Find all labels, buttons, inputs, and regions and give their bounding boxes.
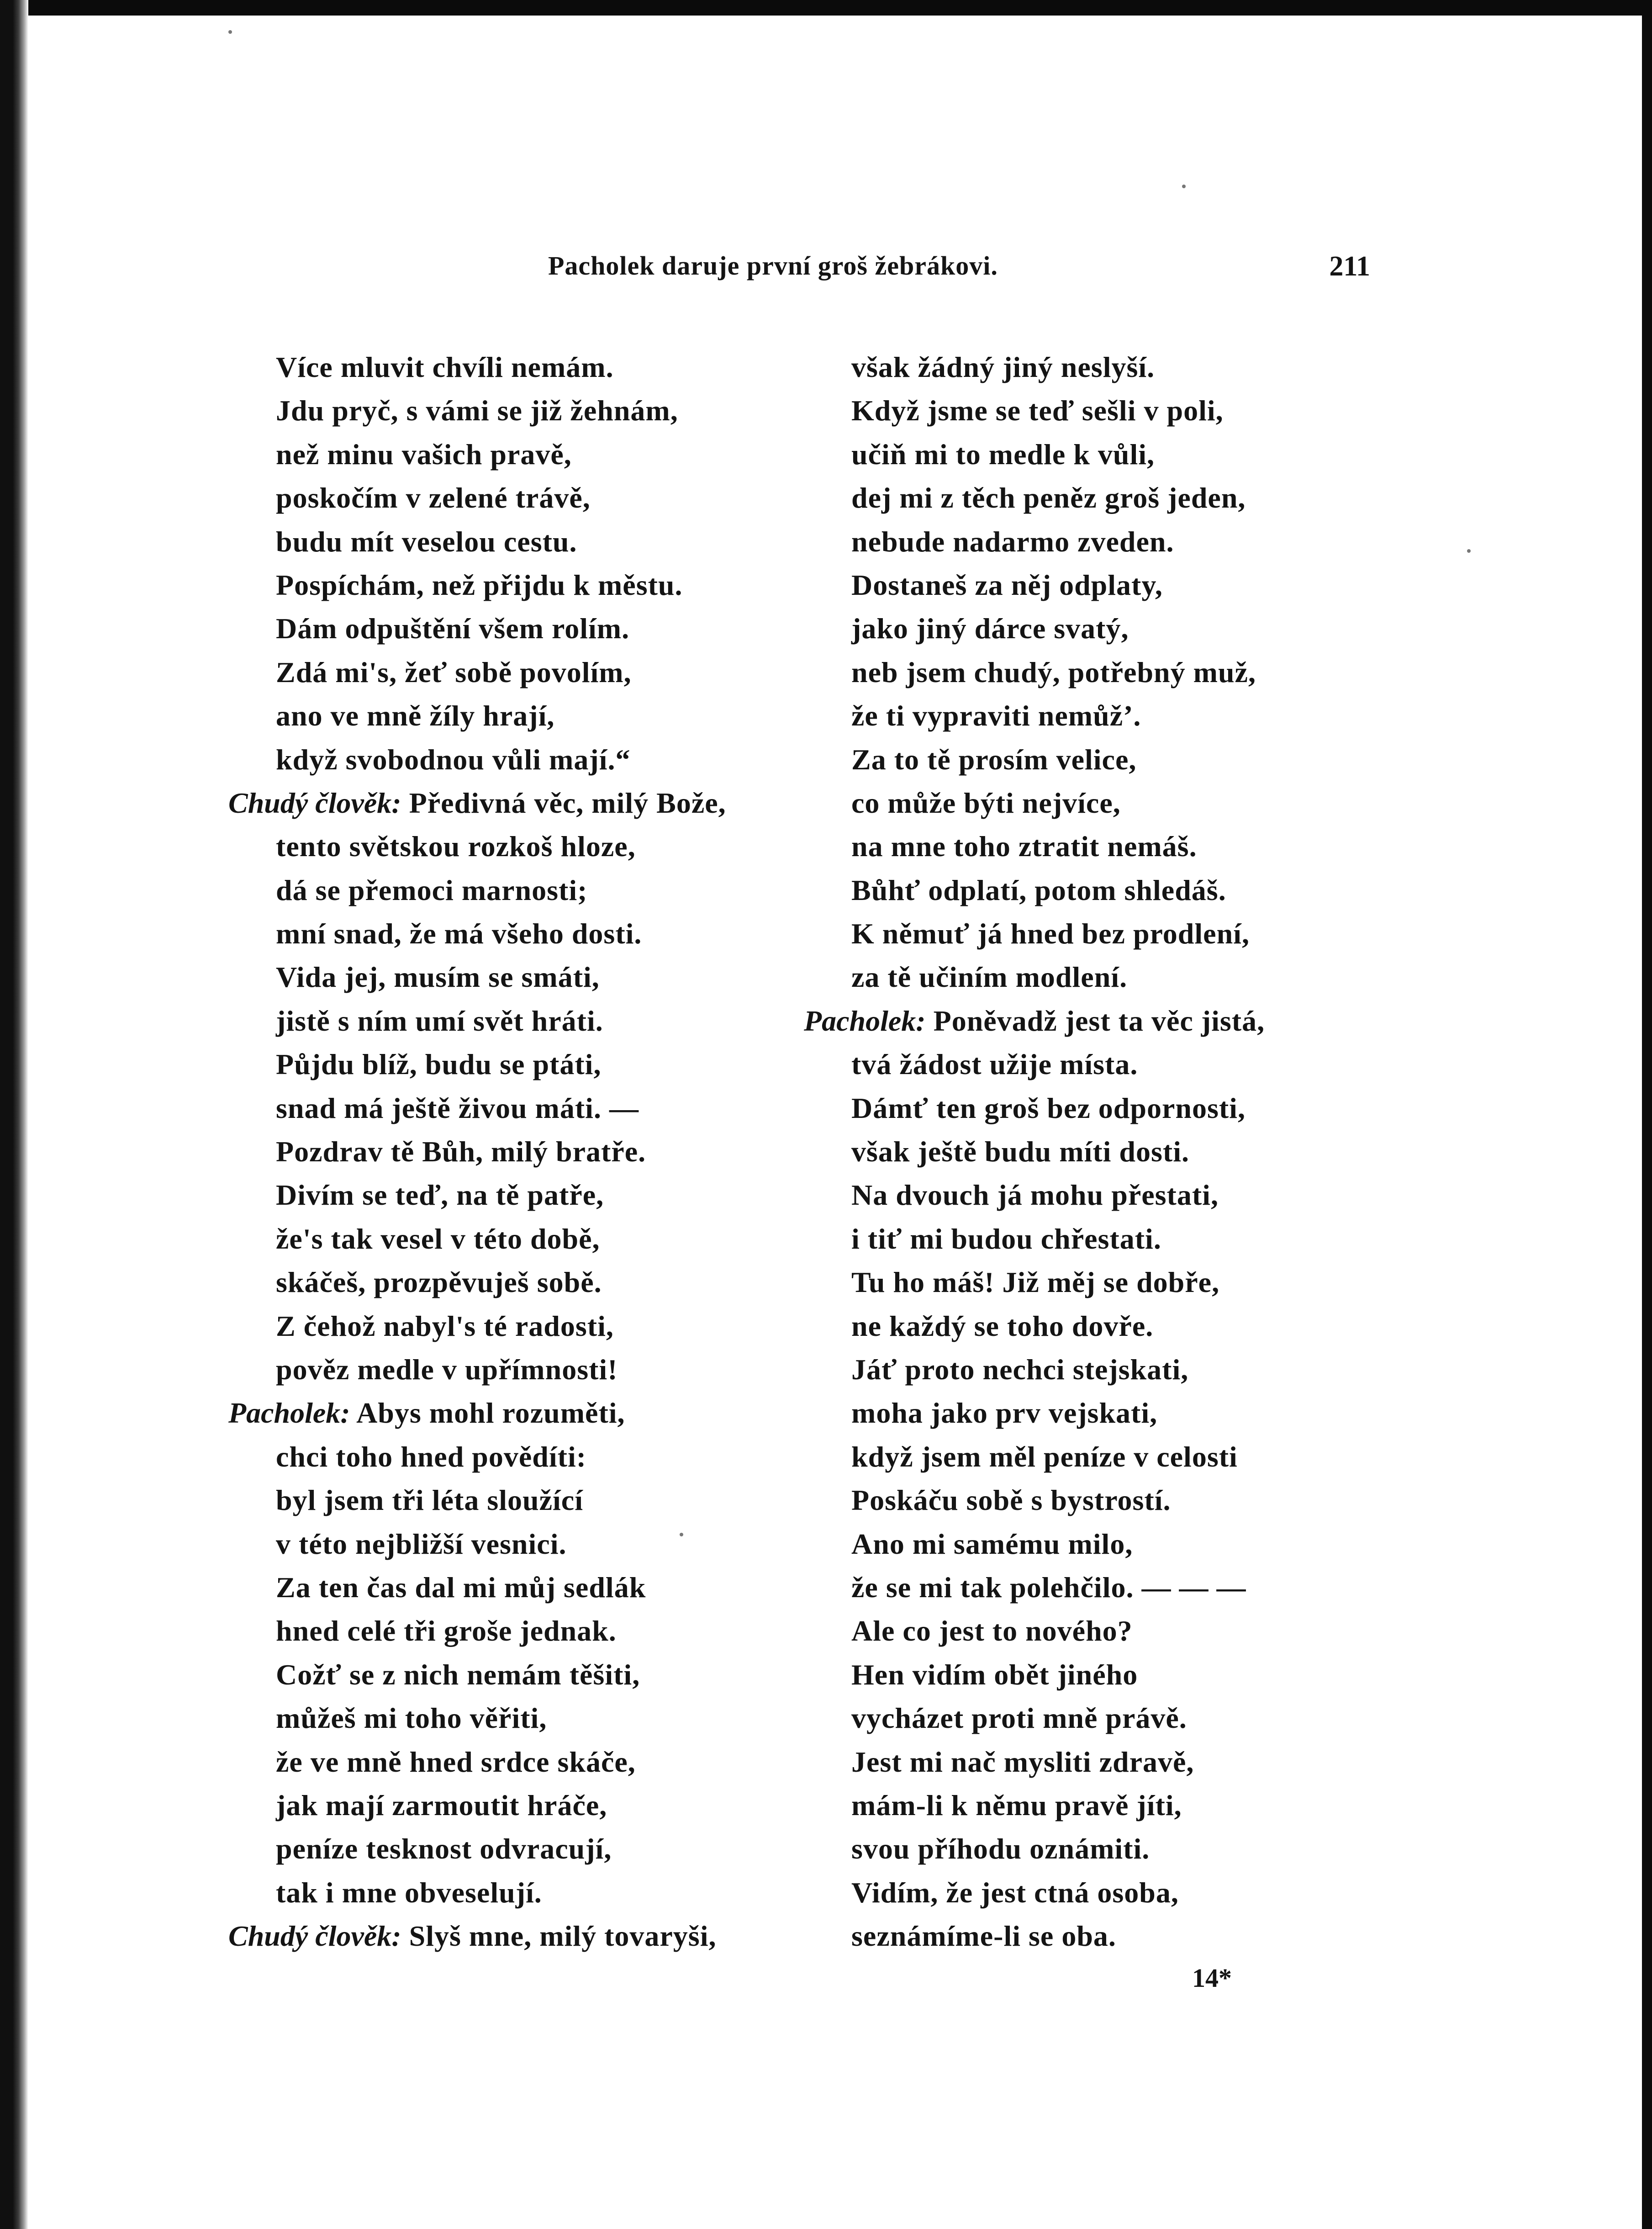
verse-line xyxy=(804,738,1370,781)
verse-line xyxy=(228,781,818,825)
running-title: Pacholek daruje první groš žebrákovi. xyxy=(548,251,998,281)
verse-text: Předivná věc, milý Bože, xyxy=(401,786,726,819)
verse-line xyxy=(804,1914,1370,1958)
verse-line xyxy=(804,1304,1370,1348)
verse-line xyxy=(804,1784,1370,1827)
verse-line xyxy=(228,389,818,432)
verse-line xyxy=(804,1086,1370,1130)
verse-line xyxy=(228,476,818,519)
verse-text: že ti vypraviti nemůž’. xyxy=(851,699,1141,732)
speaker-label: Chudý člověk: xyxy=(228,1920,401,1953)
verse-line xyxy=(804,868,1370,912)
verse-text: snad má ještě živou máti. — xyxy=(276,1091,639,1124)
left-column xyxy=(228,345,818,1958)
verse-text: hned celé tři groše jednak. xyxy=(276,1615,617,1647)
verse-line xyxy=(228,1435,818,1478)
verse-line xyxy=(804,781,1370,825)
verse-line xyxy=(804,1871,1370,1914)
verse-line xyxy=(804,476,1370,519)
verse-line xyxy=(804,1043,1370,1086)
verse-text: ne každý se toho dovře. xyxy=(851,1309,1154,1342)
verse-line xyxy=(228,1043,818,1086)
verse-line xyxy=(228,738,818,781)
verse-text: co může býti nejvíce, xyxy=(851,786,1121,819)
verse-text: Divím se teď, na tě patře, xyxy=(276,1179,604,1212)
verse-text: Ale co jest to nového? xyxy=(851,1615,1133,1647)
verse-line xyxy=(228,345,818,389)
verse-text: Jdu pryč, s vámi se již žehnám, xyxy=(276,394,678,427)
verse-line xyxy=(228,1348,818,1391)
verse-text: že se mi tak polehčilo. — — — xyxy=(851,1571,1246,1604)
verse-line xyxy=(228,868,818,912)
verse-text: Poněvadž jest ta věc jistá, xyxy=(925,1004,1265,1037)
verse-line xyxy=(228,520,818,563)
verse-line xyxy=(228,1522,818,1566)
verse-text: Bůhť odplatí, potom shledáš. xyxy=(851,874,1226,906)
verse-text: Jáť proto nechci stejskati, xyxy=(851,1353,1189,1386)
verse-text: tento světskou rozkoš hloze, xyxy=(276,830,636,863)
verse-line xyxy=(228,651,818,694)
verse-line xyxy=(804,563,1370,607)
verse-line xyxy=(228,1784,818,1827)
verse-text: moha jako prv vejskati, xyxy=(851,1397,1158,1430)
verse-text: Vidím, že jest ctná osoba, xyxy=(851,1876,1179,1909)
verse-line xyxy=(228,955,818,999)
verse-line xyxy=(804,1391,1370,1435)
verse-text: nebude nadarmo zveden. xyxy=(851,525,1174,558)
verse-line xyxy=(804,1740,1370,1784)
verse-text: jak mají zarmoutit hráče, xyxy=(276,1789,607,1821)
verse-line xyxy=(804,1653,1370,1696)
scan-speck xyxy=(1182,185,1186,188)
verse-line xyxy=(804,955,1370,999)
verse-text: svou příhodu oznámiti. xyxy=(851,1832,1150,1865)
verse-line xyxy=(228,1304,818,1348)
verse-line xyxy=(228,1609,818,1652)
page-header xyxy=(228,250,1370,301)
verse-text: chci toho hned povědíti: xyxy=(276,1440,587,1473)
verse-text: i tiť mi budou chřestati. xyxy=(851,1222,1161,1255)
verse-text: když jsem měl peníze v celosti xyxy=(851,1440,1238,1473)
verse-line xyxy=(228,1173,818,1217)
verse-line xyxy=(804,651,1370,694)
verse-text: tak i mne obveselují. xyxy=(276,1876,542,1909)
verse-text: než minu vašich pravě, xyxy=(276,438,572,471)
verse-text: vycházet proti mně právě. xyxy=(851,1702,1187,1735)
verse-text: ano ve mně žíly hrají, xyxy=(276,699,555,732)
verse-line xyxy=(804,607,1370,650)
verse-text: Cožť se z nich nemám těšiti, xyxy=(276,1658,640,1691)
verse-text: že ve mně hned srdce skáče, xyxy=(276,1745,636,1778)
verse-line xyxy=(228,433,818,476)
verse-text: v této nejbližší vesnici. xyxy=(276,1527,567,1560)
verse-line xyxy=(228,825,818,868)
verse-line xyxy=(228,694,818,737)
verse-line xyxy=(804,694,1370,737)
verse-text: Když jsme se teď sešli v poli, xyxy=(851,394,1224,427)
verse-text: neb jsem chudý, potřebný muž, xyxy=(851,656,1256,688)
speaker-label: Chudý člověk: xyxy=(228,786,401,819)
signature-mark: 14* xyxy=(1192,1963,1232,1993)
verse-text: Hen vidím obět jiného xyxy=(851,1658,1138,1691)
verse-line xyxy=(804,1696,1370,1740)
verse-line xyxy=(804,1827,1370,1870)
scan-border-top xyxy=(0,0,1652,16)
verse-line xyxy=(804,1173,1370,1217)
verse-line xyxy=(228,607,818,650)
verse-line xyxy=(804,912,1370,955)
verse-line xyxy=(804,1522,1370,1566)
verse-text: pověz medle v upřímnosti! xyxy=(276,1353,618,1386)
verse-text: Tu ho máš! Již měj se dobře, xyxy=(851,1266,1220,1299)
verse-text: K němuť já hned bez prodlení, xyxy=(851,917,1250,950)
verse-text: byl jsem tři léta sloužící xyxy=(276,1484,583,1517)
verse-line xyxy=(804,1478,1370,1522)
verse-line xyxy=(228,1827,818,1870)
verse-text: Ano mi samému milo, xyxy=(851,1527,1133,1560)
verse-text: Abys mohl rozuměti, xyxy=(350,1397,625,1430)
verse-text: mní snad, že má všeho dosti. xyxy=(276,917,642,950)
page-number: 211 xyxy=(1329,251,1370,282)
verse-line xyxy=(228,999,818,1043)
speaker-label: Pacholek: xyxy=(228,1397,350,1430)
verse-text: Poskáču sobě s bystrostí. xyxy=(851,1484,1171,1517)
verse-line xyxy=(804,1260,1370,1304)
verse-text: Z čehož nabyl's té radosti, xyxy=(276,1309,614,1342)
verse-line xyxy=(228,1130,818,1173)
verse-line xyxy=(804,1566,1370,1609)
verse-line xyxy=(804,433,1370,476)
verse-text: seznámíme-li se oba. xyxy=(851,1920,1116,1953)
verse-text: Na dvouch já mohu přestati, xyxy=(851,1179,1219,1212)
verse-line xyxy=(228,1391,818,1435)
verse-line xyxy=(228,1653,818,1696)
verse-line xyxy=(804,1217,1370,1260)
verse-text: dej mi z těch peněz groš jeden, xyxy=(851,482,1246,514)
scan-speck xyxy=(1467,549,1471,553)
verse-line xyxy=(228,1260,818,1304)
verse-text: Dámť ten groš bez odpornosti, xyxy=(851,1091,1246,1124)
verse-line xyxy=(804,825,1370,868)
verse-text: peníze tesknost odvracují, xyxy=(276,1832,612,1865)
verse-text: Zdá mi's, žeť sobě povolím, xyxy=(276,656,632,688)
verse-text: Půjdu blíž, budu se ptáti, xyxy=(276,1048,602,1081)
verse-line xyxy=(228,563,818,607)
verse-line xyxy=(804,520,1370,563)
verse-line xyxy=(228,1914,818,1958)
verse-line xyxy=(228,1696,818,1740)
scan-border-left xyxy=(0,0,28,2229)
verse-text: tvá žádost užije místa. xyxy=(851,1048,1138,1081)
verse-line xyxy=(228,1478,818,1522)
verse-text: dá se přemoci marnosti; xyxy=(276,874,588,906)
verse-text: Vida jej, musím se smáti, xyxy=(276,961,600,994)
verse-text: za tě učiním modlení. xyxy=(851,961,1128,994)
verse-text: jako jiný dárce svatý, xyxy=(851,612,1129,645)
verse-line xyxy=(228,1740,818,1784)
verse-text: mám-li k němu pravě jíti, xyxy=(851,1789,1182,1821)
verse-text: Za ten čas dal mi můj sedlák xyxy=(276,1571,646,1604)
scan-speck xyxy=(228,30,232,34)
verse-line xyxy=(804,1130,1370,1173)
verse-line xyxy=(228,1086,818,1130)
verse-line xyxy=(804,345,1370,389)
verse-text: když svobodnou vůli mají.“ xyxy=(276,743,631,776)
verse-text: Za to tě prosím velice, xyxy=(851,743,1137,776)
verse-line xyxy=(804,999,1370,1043)
verse-line xyxy=(804,1435,1370,1478)
verse-line xyxy=(804,1609,1370,1652)
verse-text: Více mluvit chvíli nemám. xyxy=(276,351,614,383)
verse-line xyxy=(228,912,818,955)
scan-border-right xyxy=(1642,0,1652,2229)
verse-text: Pospíchám, než přijdu k městu. xyxy=(276,568,683,601)
verse-text: na mne toho ztratit nemáš. xyxy=(851,830,1197,863)
verse-text: učiň mi to medle k vůli, xyxy=(851,438,1155,471)
verse-text: Dostaneš za něj odplaty, xyxy=(851,568,1163,601)
verse-text: budu mít veselou cestu. xyxy=(276,525,577,558)
verse-line xyxy=(228,1217,818,1260)
verse-text: Pozdrav tě Bůh, milý bratře. xyxy=(276,1135,646,1168)
verse-text: však žádný jiný neslyší. xyxy=(851,351,1155,383)
verse-text: že's tak vesel v této době, xyxy=(276,1222,600,1255)
verse-text: skáčeš, prozpěvuješ sobě. xyxy=(276,1266,602,1299)
speaker-label: Pacholek: xyxy=(804,1004,926,1037)
verse-text: Dám odpuštění všem rolím. xyxy=(276,612,630,645)
right-column xyxy=(804,345,1370,1958)
verse-text: Jest mi nač mysliti zdravě, xyxy=(851,1745,1194,1778)
verse-line xyxy=(804,1348,1370,1391)
verse-text: však ještě budu míti dosti. xyxy=(851,1135,1189,1168)
verse-line xyxy=(228,1566,818,1609)
verse-line xyxy=(228,1871,818,1914)
verse-text: jistě s ním umí svět hráti. xyxy=(276,1004,603,1037)
verse-text: Slyš mne, milý tovaryši, xyxy=(401,1920,717,1953)
verse-text: poskočím v zelené trávě, xyxy=(276,482,591,514)
verse-line xyxy=(804,389,1370,432)
verse-text: můžeš mi toho věřiti, xyxy=(276,1702,547,1735)
